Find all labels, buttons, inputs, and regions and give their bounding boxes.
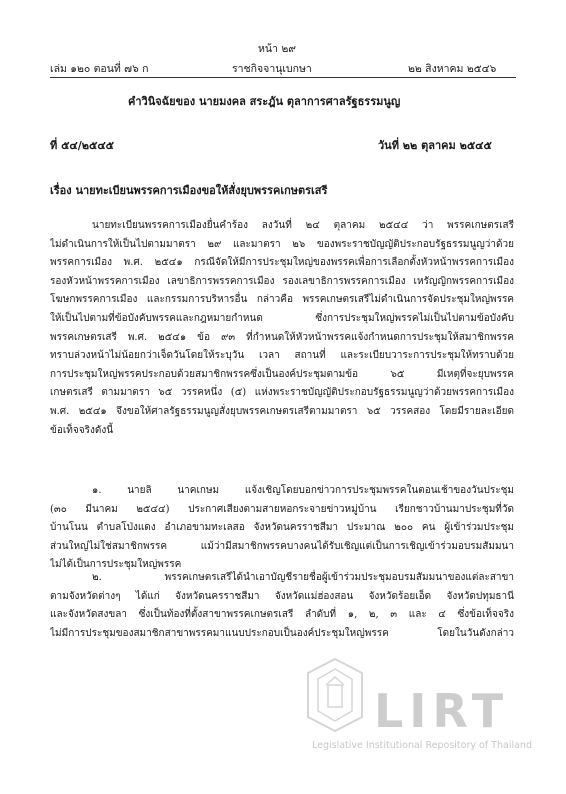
subject: เรื่อง นายทะเบียนพรรคการเมืองขอให้สั่งยุบพรรคเกษตรเสรี bbox=[50, 184, 328, 197]
page-number: หน้า ๒๙ bbox=[258, 43, 296, 55]
text-line: การประชุมใหญ่พรรคประกอบด้วยสมาชิกพรรคซึ่งเป็นองค์ประชุมตามข้อ ๖๕ มีเหตุที่จะยุบพรรค bbox=[50, 368, 514, 380]
case-date: วันที่ ๒๒ ตุลาคม ๒๕๔๕ bbox=[378, 139, 492, 152]
watermark-brand: LIRT bbox=[374, 684, 510, 738]
gazette-name: ราชกิจจานุเบกษา bbox=[232, 63, 312, 75]
text-line: ทราบล่วงหน้าไม่น้อยกว่าเจ็ดวันโดยให้ระบุวัน เวลา สถานที่ และระเบียบวาระการประชุมให้ทราบด้วย bbox=[50, 350, 514, 362]
text-line: พ.ศ. ๒๕๔๑ จึงขอให้ศาลรัฐธรรมนูญสั่งยุบพรรคเกษตรเสรีตามมาตรา ๖๕ วรรคสอง โดยมีรายละเอียด bbox=[50, 405, 514, 417]
document-title: คำวินิจฉัยของ นายมงคล สระฎัน ตุลาการศาลรัฐธรรมนูญ bbox=[128, 95, 401, 108]
text-line: และจังหวัดสงขลา ซึ่งเป็นท้องที่ตั้งสาขาพรรคเกษตรเสรี ลำดับที่ ๑, ๒, ๓ และ ๔ ซึ่งข้อเท็จจริง bbox=[50, 609, 514, 621]
text-line: ไม่มีการประชุมของสมาชิกสาขาพรรคมาแนบประกอบเป็นองค์ประชุมใหญ่พรรค โดยในวันดังกล่าว bbox=[50, 627, 514, 639]
header-rule bbox=[50, 77, 516, 78]
text-line: โฆษกพรรคการเมือง และกรรมการบริหารอื่น กล่าวคือ พรรคเกษตรเสรีไม่ดำเนินการจัดประชุมใหญ่พรรค bbox=[50, 294, 514, 306]
text-line: ข้อเท็จจริงดังนี้ bbox=[50, 424, 114, 436]
text-line: ๑. นายลิ นาคเกษม แจ้งเชิญโดยบอกข่าวการประชุมพรรคในตอนเช้าของวันประชุม bbox=[92, 485, 514, 496]
text-line: นายทะเบียนพรรคการเมืองยื่นคำร้อง ลงวันที่ ๒๔ ตุลาคม ๒๕๔๔ ว่า พรรคเกษตรเสรี bbox=[92, 220, 514, 231]
gazette-date: ๒๒ สิงหาคม ๒๕๔๖ bbox=[408, 63, 497, 75]
text-line: ส่วนใหญ่ไม่ใช่สมาชิกพรรค แม้ว่ามีสมาชิกพรรคบางคนได้รับเชิญแต่เป็นการเชิญเข้าร่วมอบรมสัมมนา bbox=[50, 540, 514, 552]
paragraph-1 bbox=[50, 217, 514, 440]
watermark-caption: Legislative Institutional Repository of Thailand bbox=[312, 740, 532, 751]
text-line: เกษตรเสรี ตามมาตรา ๖๕ วรรคหนึ่ง (๕) แห่งพระราชบัญญัติประกอบรัฐธรรมนูญว่าด้วยพรรคการเมือง bbox=[50, 387, 514, 399]
text-line: บ้านโนน ตำบลโป่งแดง อำเภอขามทะเลสอ จังหวัดนครราชสีมา ประมาณ ๒๐๐ คน ผู้เข้าร่วมประชุม bbox=[50, 522, 514, 534]
paragraph-2 bbox=[50, 482, 514, 575]
text-line: รองหัวหน้าพรรคการเมือง เลขาธิการพรรคการเมือง รองเลขาธิการพรรคการเมือง เหรัญญิกพรรคการเมือง bbox=[50, 275, 514, 287]
case-number: ที่ ๕๔/๒๕๔๕ bbox=[50, 139, 114, 152]
text-line: ๒. พรรคเกษตรเสรีได้นำเอาบัญชีรายชื่อผู้เข้าร่วมประชุมอบรมสัมมนาของแต่ละสาขา bbox=[92, 572, 514, 583]
text-line: พรรคเกษตรเสรี พ.ศ. ๒๕๔๑ ข้อ ๙๓ ที่กำหนดให้หัวหน้าพรรคแจ้งกำหนดการประชุมให้สมาชิกพรรค bbox=[50, 331, 514, 343]
text-line: ไม่ดำเนินการให้เป็นไปตามมาตรา ๒๙ และมาตรา ๒๖ ของพระราชบัญญัติประกอบรัฐธรรมนูญว่าด้วย bbox=[50, 238, 514, 250]
text-line: ไม่ได้เป็นการประชุมใหญ่พรรค bbox=[50, 559, 182, 571]
gazette-volume: เล่ม ๑๒๐ ตอนที่ ๗๖ ก bbox=[50, 63, 149, 75]
paragraph-3 bbox=[50, 569, 514, 643]
parliament-emblem-icon bbox=[300, 655, 370, 735]
text-line: ให้เป็นไปตามที่ข้อบังคับพรรคและกฎหมายกำหนด ซึ่งการประชุมใหญ่พรรคไม่เป็นไปตามข้อบังคับ bbox=[50, 312, 514, 324]
text-line: (๓๐ มีนาคม ๒๕๔๔) ประกาศเสียงตามสายหอกระจายข่าวหมู่บ้าน เรียกชาวบ้านมาประชุมที่วัด bbox=[50, 503, 514, 515]
text-line: พรรคการเมือง พ.ศ. ๒๕๔๑ กรณีจัดให้มีการประชุมใหญ่ของพรรคเพื่อการเลือกตั้งหัวหน้าพรรคการเมือง bbox=[50, 257, 514, 269]
text-line: ตามจังหวัดต่างๆ ได้แก่ จังหวัดนครราชสีมา จังหวัดแม่ฮ่องสอน จังหวัดร้อยเอ็ด จังหวัดปทุมธานี bbox=[50, 590, 514, 602]
